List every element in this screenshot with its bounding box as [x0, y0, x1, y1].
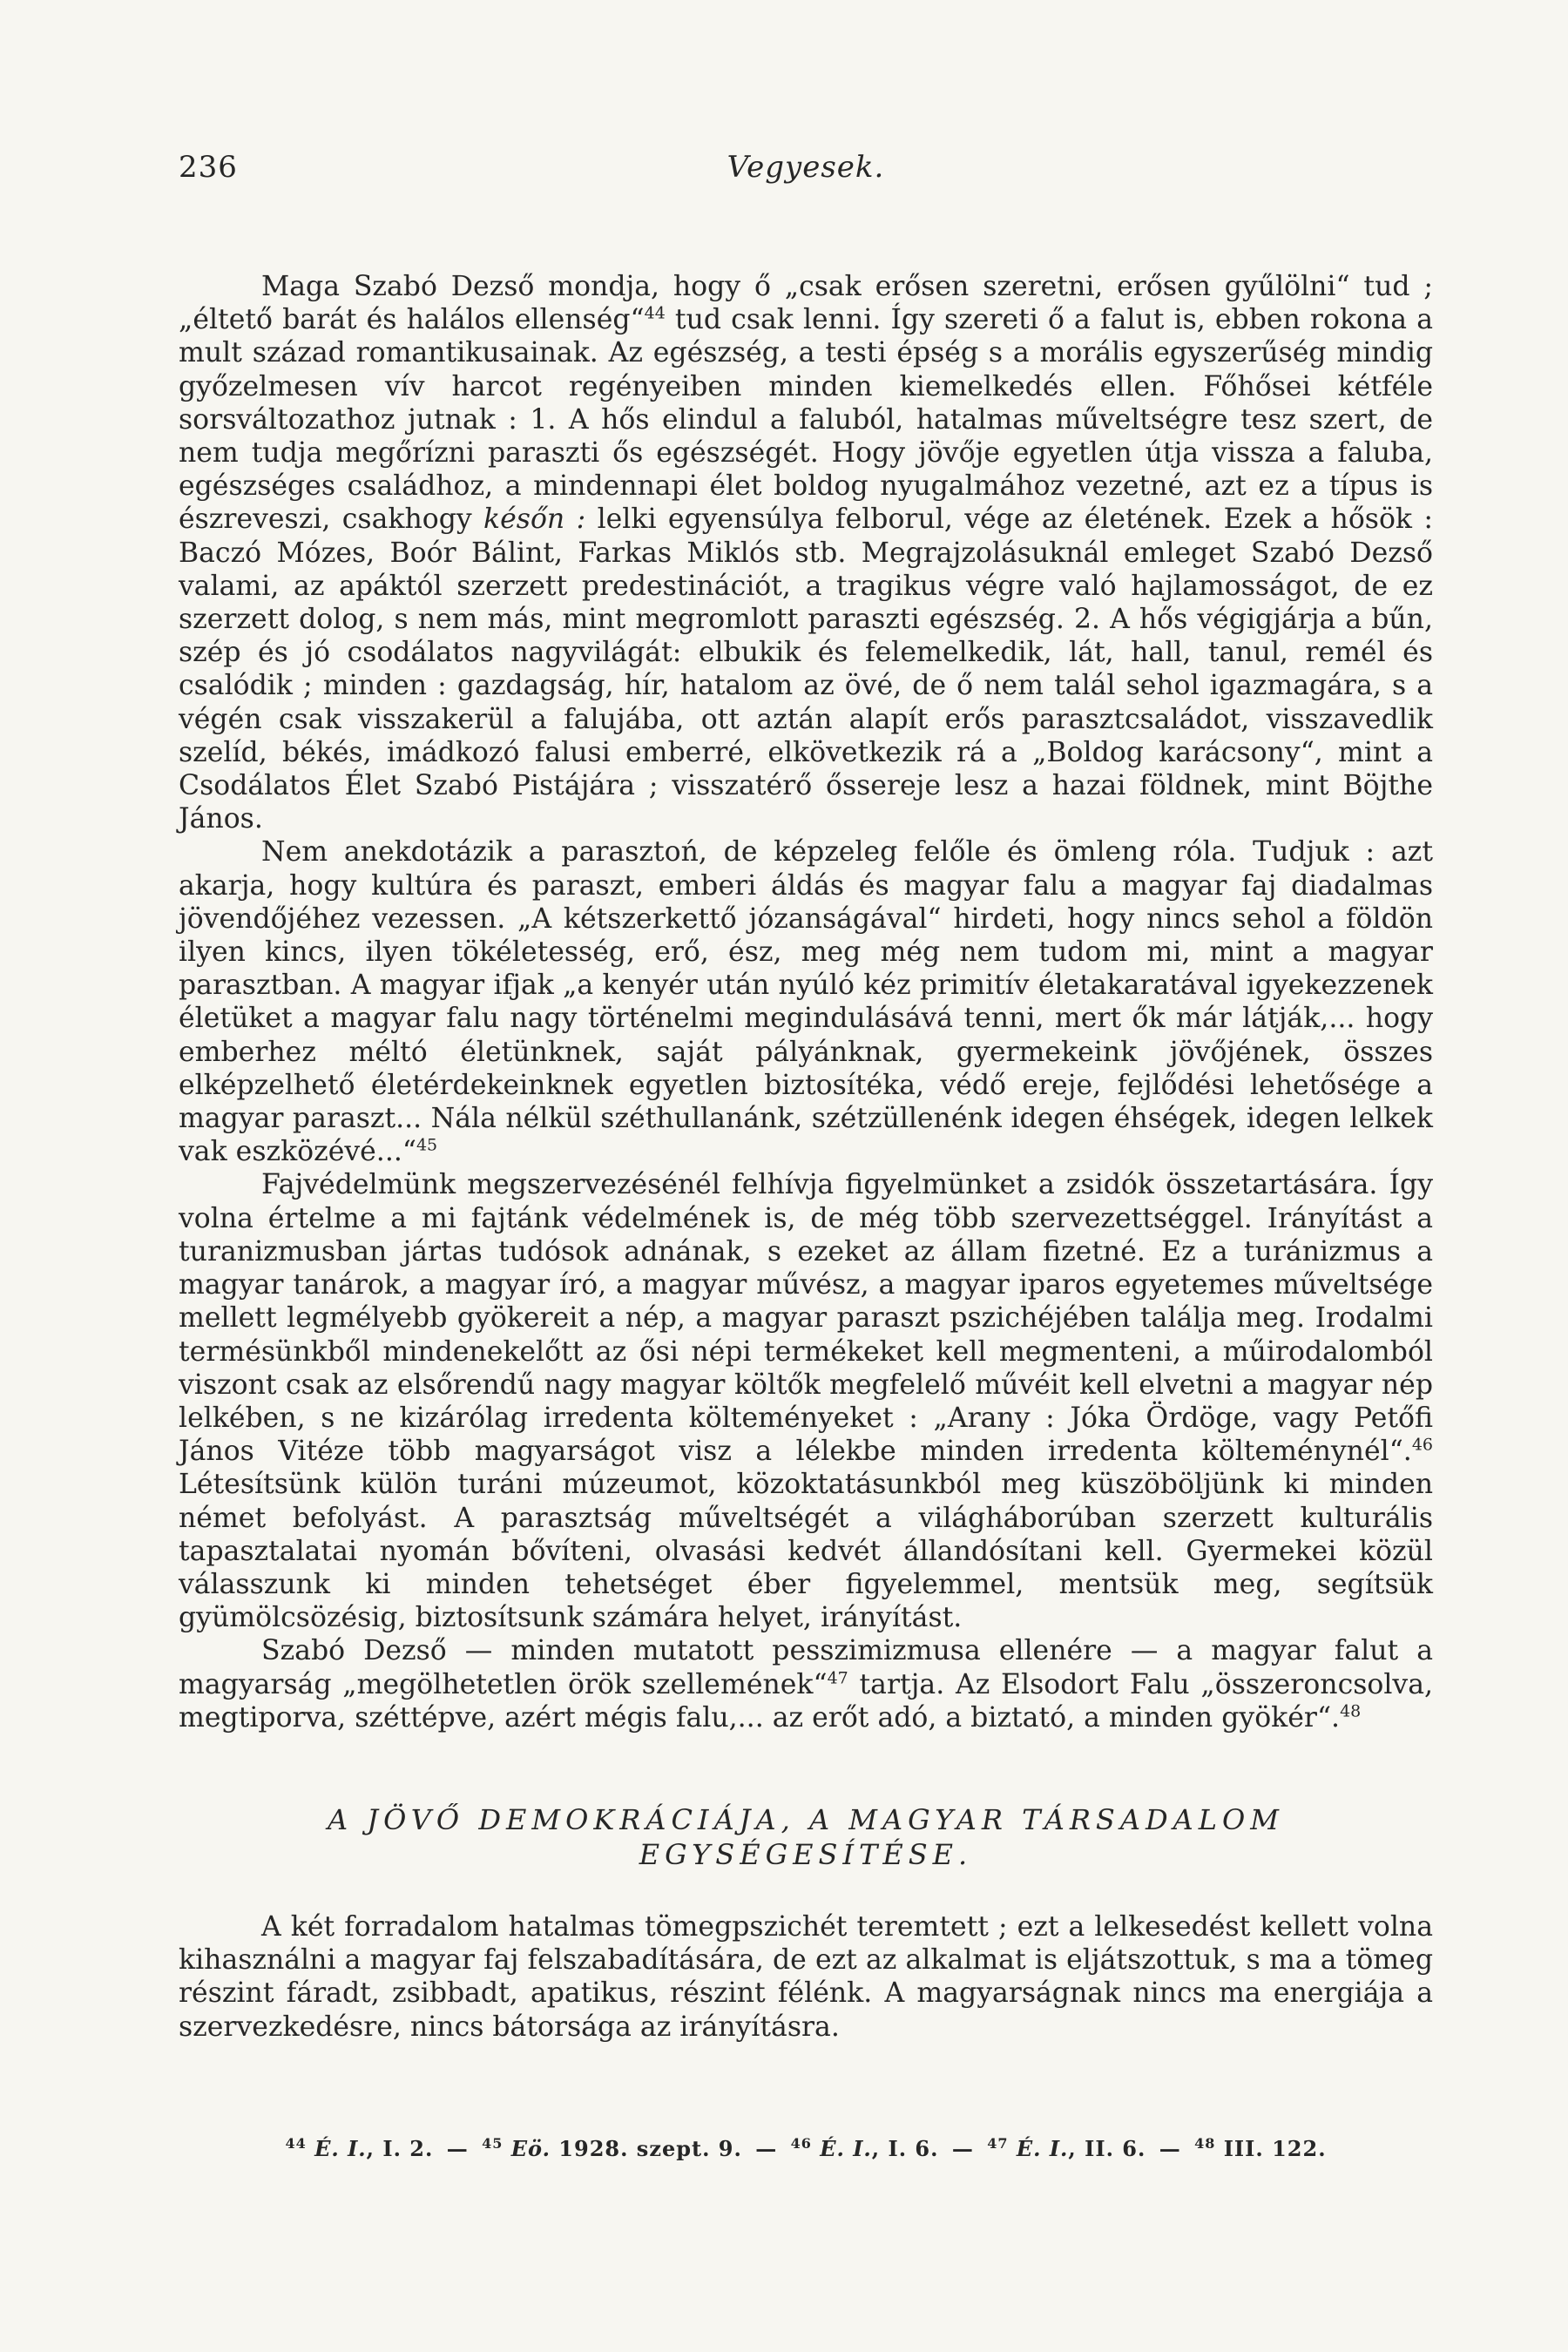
footnote-ref: , I. 6.: [871, 2136, 939, 2161]
footnote-ref: III. 122.: [1223, 2136, 1327, 2161]
footnote-ref: , II. 6.: [1068, 2136, 1146, 2161]
section-heading-line-1: A JÖVŐ DEMOKRÁCIÁJA, A MAGYAR TÁRSADALOM: [328, 1802, 1284, 1836]
footnote-number: 46: [790, 2135, 812, 2152]
footnote-separator: —: [446, 2136, 469, 2161]
footnote-reference: 44: [644, 303, 666, 323]
footnotes: [179, 2136, 1433, 2161]
page-header: [179, 150, 1433, 202]
running-title: Vegyesek.: [727, 150, 885, 185]
footnote-number: 45: [482, 2135, 504, 2152]
text-run: Létesítsünk külön turáni múzeumot, közoktatásunkból meg küszöböljünk ki minden német befolyást. A parasztság műveltségét a világháborúban szerzett kulturális tapasztalatai nyomán bővíteni, olvasási kedvét állandósítani kell. Gyermekei közül válasszunk ki minden tehetséget éber figyelemmel, mentsük meg, segítsük gyümölcsözésig, biztosítsunk számára helyet, irányítást.: [179, 1469, 1433, 1634]
footnote: [791, 2136, 939, 2161]
footnote-ref: , I. 2.: [366, 2136, 434, 2161]
text-run: A két forradalom hatalmas tömegpszichét teremtett ; ezt a lelkesedést kellett volna kihasználni a magyar faj felszabadítására, de ezt az alkalmat is eljátszottuk, s ma a tömeg részint fáradt, zsibbadt, apatikus, részint félénk. A magyarságnak nincs ma energiája a szervezkedésre, nincs bátorsága az irányításra.: [179, 1910, 1433, 2043]
footnote-reference: 47: [827, 1668, 848, 1688]
footnote-ref: 1928. szept. 9.: [550, 2136, 742, 2161]
footnote-separator: —: [951, 2136, 974, 2161]
footnote-reference: 48: [1340, 1701, 1362, 1721]
footnote-source: É. I.: [314, 2136, 367, 2161]
footnote-source: Eö.: [510, 2136, 551, 2161]
text-run: tud csak lenni. Így szereti ő a falut is, ebben rokona a mult század romantikusainak. Az egészség, a testi épség s a morális egyszerűség mindig győzelmesen vív harcot regényeiben minden kiemelkedés ellen. Főhősei kétféle sorsváltozathoz jutnak : 1. A hős elindul a faluból, hatalmas műveltségre tesz szert, de nem tudja megőrízni paraszti ős egészségét. Hogy jövője egyetlen útja vissza a faluba, egészséges családhoz, a mindennapi élet boldog nyugalmához vezetné, azt ez a típus is észreveszi, csakhogy: [179, 304, 1433, 536]
footnote: [1194, 2136, 1326, 2161]
text-run: Nem anekdotázik a parasztoń, de képzeleg felőle és ömleng róla. Tudjuk : azt akarja, hogy kultúra és paraszt, emberi áldás és magyar falu a magyar faj diadalmas jövendőjéhez vezessen. „A kétszerkettő józanságával“ hirdeti, hogy nincs sehol a földön ilyen kincs, ilyen tökéletesség, erő, ész, meg még nem tudom mi, mint a magyar parasztban. A magyar ifjak „a kenyér után nyúló kéz primitív életakaratával igyekezzenek életüket a magyar falu nagy történelmi megindulásává tenni, mert ők már látják,... hogy emberhez méltó életünknek, saját pályánknak, gyermekeink jövőjének, összes elképzelhető életérdekeinknek egyetlen biztosítéka, védő ereje, fejlődési lehetősége a magyar paraszt... Nála nélkül széthullanánk, szétzüllenénk idegen éhségek, idegen lelkek vak eszközévé...“: [179, 836, 1433, 1168]
footnote-reference: 46: [1411, 1435, 1433, 1455]
footnote-number: 44: [285, 2135, 307, 2152]
footnote: [987, 2136, 1146, 2161]
text-run: lelki egyensúlya felborul, vége az életének. Ezek a hősök : Baczó Mózes, Boór Bálint, Farkas Miklós stb. Megrajzolásuknál emleget Szabó Dezső valami, az apáktól szerzett predestinációt, a tragikus végre való hajlamosságot, de ez szerzett dolog, s nem más, mint megromlott paraszti egészség. 2. A hős végigjárja a bűn, szép és jó csodálatos nagyvilágát: elbukik és felemelkedik, lát, hall, tanul, remél és csalódik ; minden : gazdagság, hír, hatalom az övé, de ő nem talál sehol igazmagára, s a végén csak visszakerül a falujába, ott aztán alapít erős parasztcsaládot, visszavedlik szelíd, békés, imádkozó falusi emberré, elkövetkezik rá a „Boldog karácsony“, mint a Csodálatos Élet Szabó Pistájára ; visszatérő őssereje lesz a hazai földnek, mint Böjthe János.: [179, 504, 1433, 835]
paragraph: [179, 835, 1433, 1168]
footnote-reference: 45: [416, 1135, 438, 1155]
text-run: tartja. Az Elsodort Falu „összeroncsolva, megtiporva, széttépve, azért mégis falu,... az erőt adó, a biztató, a minden gyökér“.: [179, 1668, 1434, 1734]
footnote-number: 47: [987, 2135, 1009, 2152]
footnote-number: 48: [1194, 2135, 1216, 2152]
footnote-separator: —: [755, 2136, 778, 2161]
text-run: Maga Szabó Dezső mondja, hogy ő „csak erősen szeretni, erősen gyűlölni“ tud ; „éltető barát és halálos ellenség“: [179, 271, 1433, 336]
section-heading-line-2: EGYSÉGESÍTÉSE.: [639, 1837, 973, 1871]
text-run: Szabó Dezső — minden mutatott pesszimizmusa ellenére — a magyar falut a magyarság „megölhetetlen örök szellemének“: [179, 1635, 1433, 1700]
emphasized-text: későn :: [483, 504, 586, 536]
paragraph: [179, 1168, 1433, 1634]
footnote-separator: —: [1159, 2136, 1181, 2161]
section-heading: [179, 1802, 1433, 1872]
footnote: [285, 2136, 433, 2161]
footnote: [482, 2136, 742, 2161]
text-run: Fajvédelmünk megszervezésénél felhívja figyelmünket a zsidók összetartására. Így volna értelme a mi fajtánk védelmének is, de még több szervezettséggel. Irányítást a turanizmusban jártas tudósok adnának, s ezeket az állam fizetné. Ez a turánizmus a magyar tanárok, a magyar író, a magyar művész, a magyar iparos egyetemes műveltsége mellett legmélyebb gyökereit a nép, a magyar paraszt pszichéjében találja meg. Irodalmi termésünkből mindenekelőtt az ősi népi termékeket kell megmenteni, a műirodalomból viszont csak az elsőrendű nagy magyar költők megfelelő művéit kell elvetni a magyar nép lelkében, s ne kizárólag irredenta költeményeket : „Arany : Jóka Ördöge, vagy Petőfi János Vitéze több magyarságot visz a lélekbe minden irredenta költeménynél“.: [179, 1169, 1433, 1468]
page-number: 236: [179, 150, 238, 185]
paragraph: [179, 270, 1433, 835]
body-text: [179, 270, 1433, 2044]
footnote-source: É. I.: [1016, 2136, 1069, 2161]
paragraph: [179, 1634, 1433, 1734]
footnote-source: É. I.: [820, 2136, 872, 2161]
closing-paragraph: [179, 1910, 1433, 2044]
